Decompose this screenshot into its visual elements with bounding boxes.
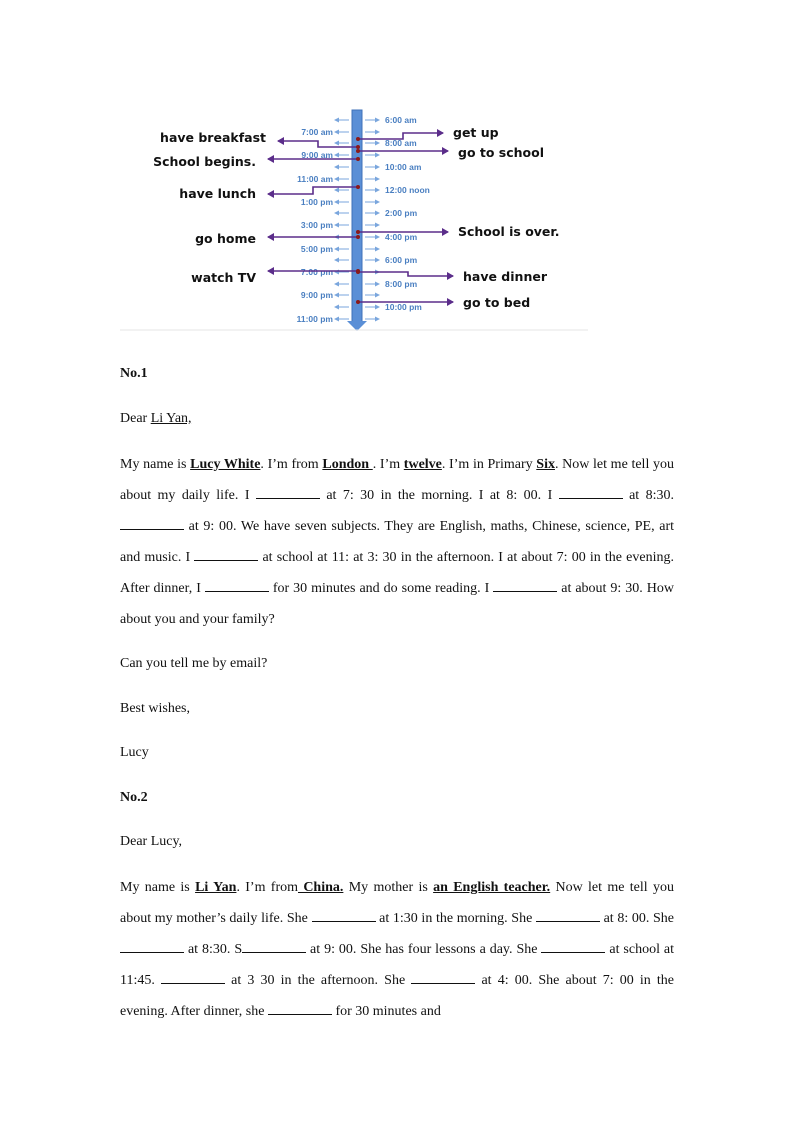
- no2-text: at 9: 00. She has four lessons a day. She: [306, 942, 542, 957]
- no1-text: at 9: 00. We have seven subjects. They are English, maths, Chinese, science, PE, art and music. I: [120, 519, 674, 565]
- no1-heading: No.1: [120, 366, 148, 381]
- fill-blank[interactable]: [541, 940, 605, 953]
- time-label: 4:00 pm: [385, 232, 418, 242]
- activity-dot: [356, 137, 360, 141]
- no2-text: My mother is: [343, 880, 434, 895]
- no2-letter-body: [120, 872, 674, 1027]
- time-label: 9:00 pm: [300, 290, 333, 300]
- activity-label: watch TV: [191, 270, 256, 285]
- fill-blank[interactable]: [268, 1002, 332, 1015]
- no1-text: at about 9: 30. How about you and your family?: [120, 581, 674, 627]
- activity-label: get up: [453, 125, 499, 140]
- activity-label: have lunch: [179, 186, 256, 201]
- time-label: 7:00 pm: [300, 267, 333, 277]
- daily-timeline-figure: [118, 108, 594, 334]
- no1-text: at 7: 30 in the morning. I at 8: 00. I: [319, 488, 559, 503]
- time-label: 8:00 pm: [385, 279, 418, 289]
- time-label: 10:00 pm: [385, 302, 422, 312]
- no2-text: at 8:30. S: [184, 942, 243, 957]
- time-label: 3:00 pm: [300, 220, 333, 230]
- activity-dot: [356, 157, 360, 161]
- activity-label: School begins.: [153, 154, 256, 169]
- no2-text: . I’m from: [236, 880, 298, 895]
- time-label: 6:00 am: [385, 115, 417, 125]
- fill-blank[interactable]: [120, 517, 184, 530]
- no1-greeting-name: Li Yan,: [150, 411, 192, 426]
- activity-dot: [356, 145, 360, 149]
- activity-label: go to school: [458, 145, 545, 160]
- no1-closing: Best wishes,: [120, 701, 190, 716]
- timeline-bar: [352, 110, 362, 322]
- activity-dot: [356, 269, 360, 273]
- no2-text: at school at 11:45.: [120, 942, 675, 988]
- no1-age: twelve: [403, 457, 442, 472]
- no2-text: for 30 minutes and: [331, 1004, 441, 1019]
- fill-blank[interactable]: [256, 486, 320, 499]
- time-label: 7:00 am: [301, 127, 333, 137]
- activity-dot: [356, 300, 360, 304]
- time-label: 8:00 am: [385, 138, 417, 148]
- time-label: 12:00 noon: [385, 185, 430, 195]
- no1-greeting: [120, 411, 674, 427]
- fill-blank[interactable]: [242, 940, 306, 953]
- no1-text: . I’m: [372, 457, 404, 472]
- activity-label: have breakfast: [160, 130, 266, 145]
- time-label: 10:00 am: [385, 162, 422, 172]
- activity-dot: [356, 149, 360, 153]
- activity-arrow: [278, 141, 358, 147]
- fill-blank[interactable]: [312, 909, 376, 922]
- no1-text: at school at 11: at 3: 30 in the afternoon. I at about 7: 00 in the evening. After dinner, I: [120, 550, 674, 596]
- time-label: 1:00 pm: [300, 197, 333, 207]
- no2-text: at 3 30 in the afternoon. She: [225, 973, 412, 988]
- fill-blank[interactable]: [161, 971, 225, 984]
- timeline-svg: [118, 108, 594, 334]
- no1-ask-line: Can you tell me by email?: [120, 656, 268, 671]
- no2-text: Now let me tell you about my mother’s daily life. She: [120, 880, 674, 926]
- time-label: 5:00 pm: [300, 244, 333, 254]
- no1-grade: Six: [536, 457, 555, 472]
- time-label: 11:00 am: [297, 174, 333, 184]
- fill-blank[interactable]: [205, 579, 269, 592]
- time-label: 2:00 pm: [385, 208, 418, 218]
- no2-text: My name is: [120, 880, 196, 895]
- no2-text: at 4: 00. She about 7: 00 in the evening. After dinner, she: [120, 973, 675, 1019]
- no1-greeting-prefix: Dear: [120, 411, 151, 426]
- no2-name: Li Yan: [195, 880, 237, 895]
- no2-text: at 1:30 in the morning. She: [375, 911, 536, 926]
- no1-name: Lucy White: [190, 457, 261, 472]
- time-label: 6:00 pm: [385, 255, 418, 265]
- fill-blank[interactable]: [559, 486, 623, 499]
- no1-signature: Lucy: [120, 745, 149, 760]
- no2-text: at 8: 00. She: [599, 911, 674, 926]
- activity-label: School is over.: [458, 224, 560, 239]
- no1-text: . I’m from: [260, 457, 323, 472]
- no1-letter-body: [120, 449, 674, 635]
- no1-text: . Now let me tell you about my daily life. I: [120, 457, 675, 503]
- no2-greeting: Dear Lucy,: [120, 834, 183, 849]
- no1-text: . I’m in Primary: [441, 457, 537, 472]
- activity-arrow: [358, 272, 453, 276]
- no1-text: for 30 minutes and do some reading. I: [268, 581, 494, 596]
- activity-dot: [356, 230, 360, 234]
- no2-country: China.: [298, 880, 344, 895]
- time-label: 11:00 pm: [296, 314, 333, 324]
- fill-blank[interactable]: [536, 909, 600, 922]
- no1-city: London: [322, 457, 373, 472]
- fill-blank[interactable]: [493, 579, 557, 592]
- fill-blank[interactable]: [120, 940, 184, 953]
- no1-text: at 8:30.: [622, 488, 675, 503]
- activity-dot: [356, 185, 360, 189]
- activity-label: go to bed: [463, 295, 531, 310]
- activity-label: go home: [195, 231, 256, 246]
- activity-label: have dinner: [463, 269, 547, 284]
- no2-job: an English teacher.: [433, 880, 551, 895]
- time-label: 9:00 am: [301, 150, 333, 160]
- no1-text: My name is: [120, 457, 191, 472]
- fill-blank[interactable]: [411, 971, 475, 984]
- activity-dot: [356, 235, 360, 239]
- no2-heading: No.2: [120, 790, 148, 805]
- fill-blank[interactable]: [194, 548, 258, 561]
